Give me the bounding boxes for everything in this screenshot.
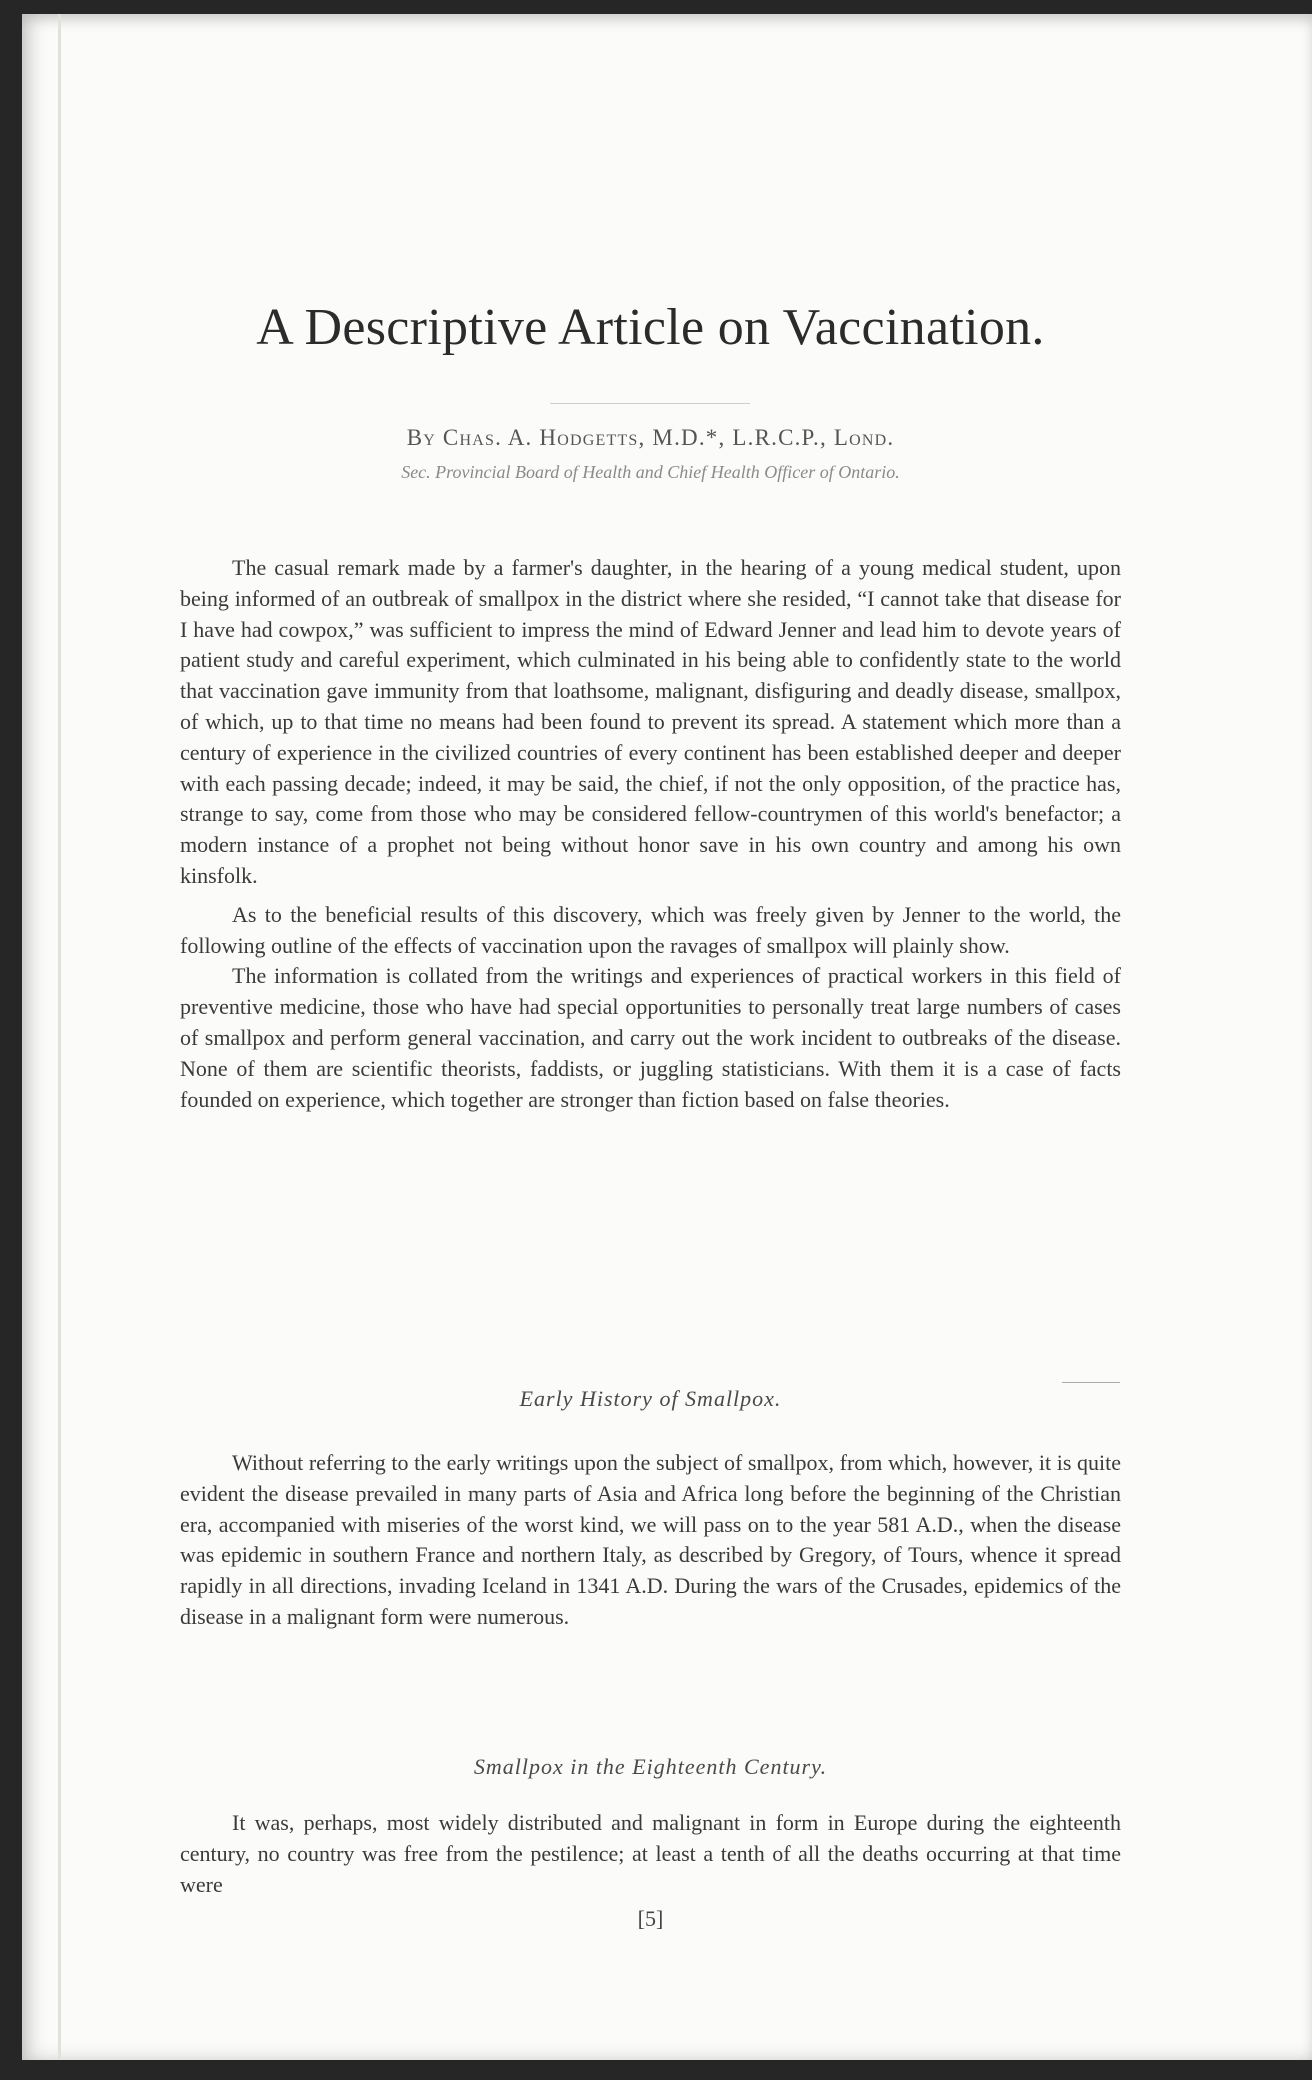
- page-gutter-line: [58, 14, 61, 2060]
- title-divider: [550, 403, 750, 404]
- intro-body: [180, 553, 1121, 1115]
- intro-paragraph: The casual remark made by a farmer's daughter, in the hearing of a young medical student, upon being informed of an outbreak of smallpox in the district where she resided, “I cannot take that disease for I have had cowpox,” was sufficient to impress the mind of Edward Jenner and lead him to devote years of patient study and careful experiment, which culminated in his being able to confidently state to the world that vaccination gave immunity from that loathsome, malignant, disfiguring and deadly disease, smallpox, of which, up to that time no means had been found to prevent its spread. A statement which more than a century of experience in the civilized countries of every continent has been established deeper and deeper with each passing decade; indeed, it may be said, the chief, if not the only opposition, of the practice has, strange to say, come from those who may be considered fellow-countrymen of this world's benefactor; a modern instance of a prophet not being without honor save in his own country and among his own kinsfolk.: [180, 555, 1121, 888]
- author-affiliation: Sec. Provincial Board of Health and Chief Health Officer of Ontario.: [401, 462, 900, 482]
- section-body-early-history: [180, 1448, 1121, 1641]
- section-heading-eighteenth-century: Smallpox in the Eighteenth Century.: [473, 1754, 828, 1779]
- page-number: [5]: [637, 1906, 664, 1931]
- body-paragraph: The information is collated from the writings and experiences of practical workers in this field of preventive medicine, those who have had special opportunities to personally treat large numbers of cases of smallpox and perform general vaccination, and carry out the work incident to outbreaks of the disease. None of them are scientific theorists, faddists, or juggling statisticians. With them it is a case of facts founded on experience, which together are stronger than fiction based on false theories.: [180, 963, 1121, 1112]
- section-heading-early-history: Early History of Smallpox.: [519, 1386, 782, 1411]
- section-body-eighteenth-century: [180, 1808, 1121, 1908]
- section-paragraph: It was, perhaps, most widely distributed and malignant in form in Europe during the eighteenth century, no country was free from the pestilence; at least a tenth of all the deaths occurring at that time were: [180, 1810, 1121, 1897]
- article-title: A Descriptive Article on Vaccination.: [256, 299, 1045, 356]
- author-byline: By Chas. A. Hodgetts, M.D.*, L.R.C.P., Lond.: [406, 425, 895, 450]
- section-paragraph: Without referring to the early writings upon the subject of smallpox, from which, however, it is quite evident the disease prevailed in many parts of Asia and Africa long before the beginning of the Christian era, accompanied with miseries of the worst kind, we will pass on to the year 581 A.D., when the disease was epidemic in southern France and northern Italy, as described by Gregory, of Tours, whence it spread rapidly in all directions, invading Iceland in 1341 A.D. During the wars of the Crusades, epidemics of the disease in a malignant form were numerous.: [180, 1450, 1121, 1629]
- body-paragraph: As to the beneficial results of this discovery, which was freely given by Jenner to the world, the following outline of the effects of vaccination upon the ravages of smallpox will plainly show.: [180, 901, 1121, 958]
- margin-dash: [1062, 1382, 1120, 1383]
